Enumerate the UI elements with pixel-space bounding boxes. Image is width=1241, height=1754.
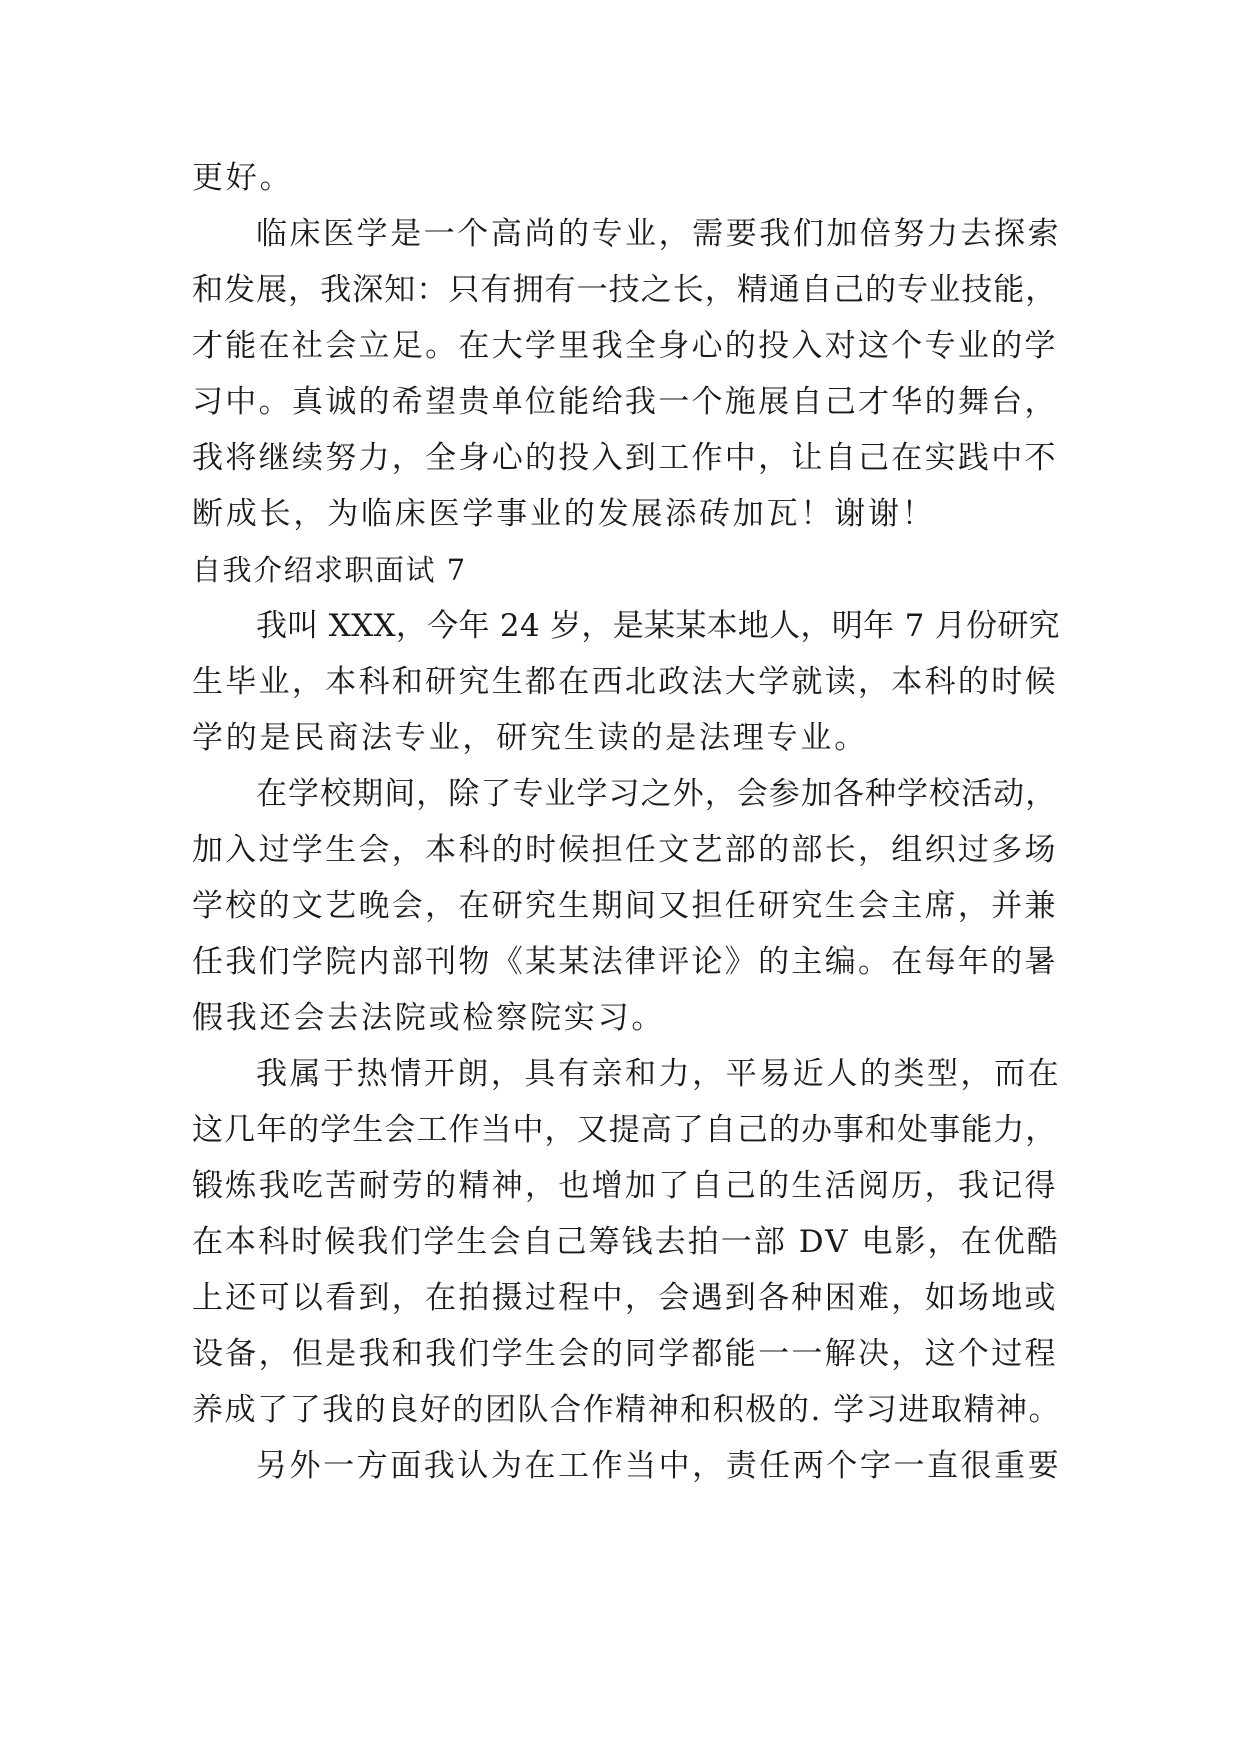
paragraph-line: 我属于热情开朗，具有亲和力，平易近人的类型，而在 bbox=[256, 1056, 1062, 1092]
paragraph-line: 任我们学院内部刊物《某某法律评论》的主编。在每年的暑 bbox=[192, 944, 1058, 980]
paragraph-line: 上还可以看到，在拍摄过程中，会遇到各种困难，如场地或 bbox=[192, 1280, 1058, 1316]
paragraph-line: 临床医学是一个高尚的专业，需要我们加倍努力去探索 bbox=[256, 216, 1062, 252]
paragraph-line: 假我还会去法院或检察院实习。 bbox=[192, 1000, 666, 1036]
section-heading: 自我介绍求职面试 7 bbox=[192, 553, 467, 587]
paragraph-line: 另外一方面我认为在工作当中，责任两个字一直很重要 bbox=[256, 1448, 1062, 1484]
paragraph-line: 养成了了我的良好的团队合作精神和积极的. 学习进取精神。 bbox=[192, 1392, 1062, 1428]
paragraph-line: 习中。真诚的希望贵单位能给我一个施展自己才华的舞台， bbox=[192, 384, 1058, 420]
paragraph-line: 学的是民商法专业，研究生读的是法理专业。 bbox=[192, 720, 868, 756]
paragraph-line: 断成长，为临床医学事业的发展添砖加瓦！谢谢！ bbox=[192, 496, 936, 532]
paragraph-line: 在学校期间，除了专业学习之外，会参加各种学校活动， bbox=[256, 776, 1058, 812]
document-page bbox=[192, 150, 1062, 1494]
paragraph-line: 锻炼我吃苦耐劳的精神，也增加了自己的生活阅历，我记得 bbox=[192, 1168, 1058, 1204]
paragraph-line: 和发展，我深知：只有拥有一技之长，精通自己的专业技能， bbox=[192, 272, 1058, 308]
paragraph-line: 生毕业，本科和研究生都在西北政法大学就读，本科的时候 bbox=[192, 664, 1058, 700]
paragraph-line: 设备，但是我和我们学生会的同学都能一一解决，这个过程 bbox=[192, 1336, 1058, 1372]
paragraph-line: 学校的文艺晚会，在研究生期间又担任研究生会主席，并兼 bbox=[192, 888, 1058, 924]
paragraph-line: 在本科时候我们学生会自己筹钱去拍一部 DV 电影，在优酷 bbox=[192, 1224, 1060, 1260]
paragraph-line: 加入过学生会，本科的时候担任文艺部的部长，组织过多场 bbox=[192, 832, 1058, 868]
paragraph-line: 更好。 bbox=[192, 160, 294, 196]
paragraph-line: 才能在社会立足。在大学里我全身心的投入对这个专业的学 bbox=[192, 328, 1058, 364]
paragraph-line: 我叫 XXX，今年 24 岁，是某某本地人，明年 7 月份研究 bbox=[256, 608, 1060, 644]
paragraph-line: 这几年的学生会工作当中，又提高了自己的办事和处事能力， bbox=[192, 1112, 1058, 1148]
paragraph-line: 我将继续努力，全身心的投入到工作中，让自己在实践中不 bbox=[192, 440, 1058, 476]
